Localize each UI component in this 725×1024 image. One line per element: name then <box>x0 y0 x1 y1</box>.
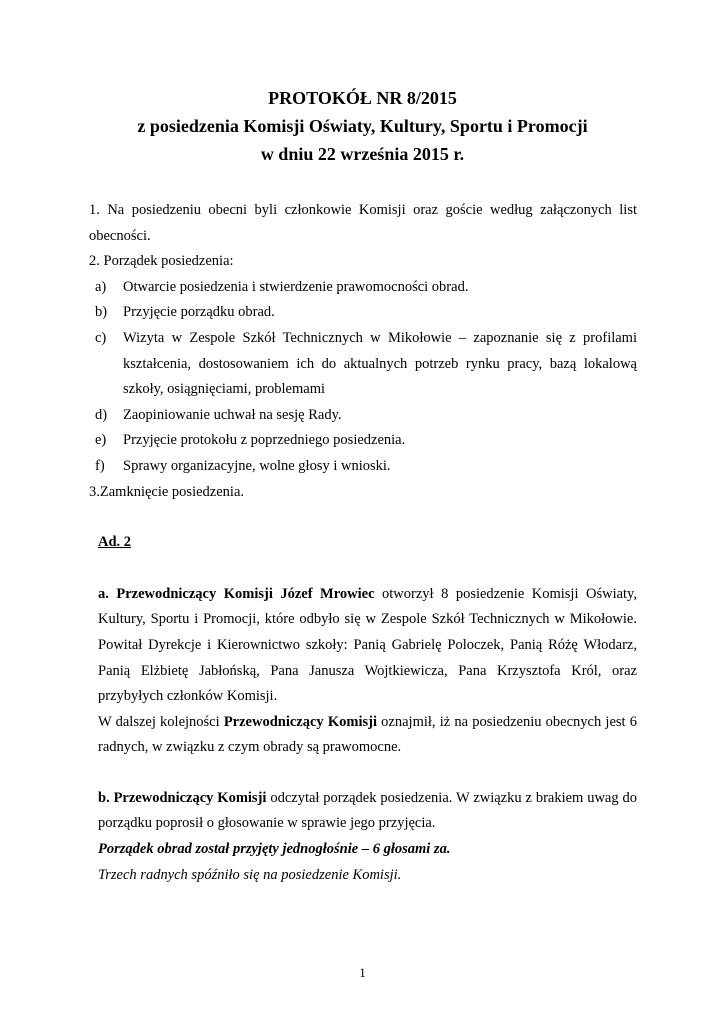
agenda-item <box>95 300 637 326</box>
agenda-marker: d) <box>95 406 108 423</box>
agenda-text: Wizyta w Zespole Szkół Technicznych w Mikołowie – zapoznanie się z profilami kształcenia, dostosowaniem ich do aktualnych potrzeb rynku pracy, bazą lokalową szkoły, osiągnięciami, problemami <box>123 329 637 398</box>
agenda-item <box>95 454 637 480</box>
document-title: PROTOKÓŁ NR 8/2015 <box>268 88 457 108</box>
agenda-text: Przyjęcie protokołu z poprzedniego posiedzenia. <box>123 432 406 449</box>
ad2-paragraph-b <box>98 786 637 837</box>
agenda-item <box>95 403 637 429</box>
agenda-text: Przyjęcie porządku obrad. <box>123 304 275 321</box>
agenda-marker: e) <box>95 432 107 449</box>
agenda-item <box>95 428 637 454</box>
ad2-paragraph-a <box>98 582 637 710</box>
ad2-a-text: otworzył 8 posiedzenie Komisji Oświaty, Kultury, Sportu i Promocji, które odbyło się w Zespole Szkół Technicznych w Mikołowie. Powitał Dyrekcje i Kierownictwo szkoły: Panią Gabrielę Poloczek, Panią Różę Włodarz, Panią Elżbietę Jabłońską, Pana Janusza Wojtkiewicza, Pana Krzysztofa Król, oraz przybyłych członków Komisji. <box>98 585 637 705</box>
ad2-a2-post: oznajmił, iż na posiedzeniu obecnych jest 6 radnych, w związku z czym obrady są prawomocne. <box>98 713 637 756</box>
ad2-heading: Ad. 2 <box>98 534 132 551</box>
ad2-b-result: Porządek obrad został przyjęty jednogłośnie – 6 głosami za. <box>98 841 451 858</box>
ad2-a2-pre: W dalszej kolejności <box>98 713 224 730</box>
agenda-text: Otwarcie posiedzenia i stwierdzenie prawomocności obrad. <box>123 278 469 295</box>
ad2-b-note: Trzech radnych spóźniło się na posiedzenie Komisji. <box>98 866 402 883</box>
ad2-a2-bold: Przewodniczący Komisji <box>223 713 377 730</box>
ad2-section <box>89 530 637 888</box>
page-number: 1 <box>359 965 366 980</box>
item-1-line-1: 1. Na posiedzeniu obecni byli członkowie Komisji oraz goście według załączonych list <box>89 202 637 218</box>
ad2-b-text: odczytał porządek posiedzenia. W związku z brakiem uwag do porządku poprosił o głosowanie w sprawie jego przyjęcia. <box>98 789 637 832</box>
ad2-b-label: b. Przewodniczący Komisji <box>98 789 267 806</box>
document-date: w dniu 22 września 2015 r. <box>260 144 465 164</box>
agenda-marker: b) <box>95 304 108 321</box>
item-2: 2. Porządek posiedzenia: <box>89 253 234 270</box>
ad2-paragraph-a2 <box>98 710 637 761</box>
agenda-list <box>89 275 637 480</box>
item-3 <box>89 480 637 506</box>
agenda-marker: a) <box>95 278 107 295</box>
agenda-item <box>95 326 637 403</box>
item-3-marker: 3. <box>89 483 100 500</box>
title-block <box>0 84 725 168</box>
agenda-item <box>95 275 637 301</box>
item-1-line-2: obecności. <box>89 227 151 244</box>
agenda-marker: c) <box>95 329 107 346</box>
document-body <box>89 198 637 888</box>
agenda-marker: f) <box>95 457 105 474</box>
ad2-a-label: a. Przewodniczący Komisji Józef Mrowiec <box>98 585 375 602</box>
agenda-text: Sprawy organizacyjne, wolne głosy i wnioski. <box>123 457 391 474</box>
document-subtitle: z posiedzenia Komisji Oświaty, Kultury, Sportu i Promocji <box>137 116 588 136</box>
item-3-text: Zamknięcie posiedzenia. <box>99 483 245 500</box>
agenda-text: Zaopiniowanie uchwał na sesję Rady. <box>123 406 342 423</box>
